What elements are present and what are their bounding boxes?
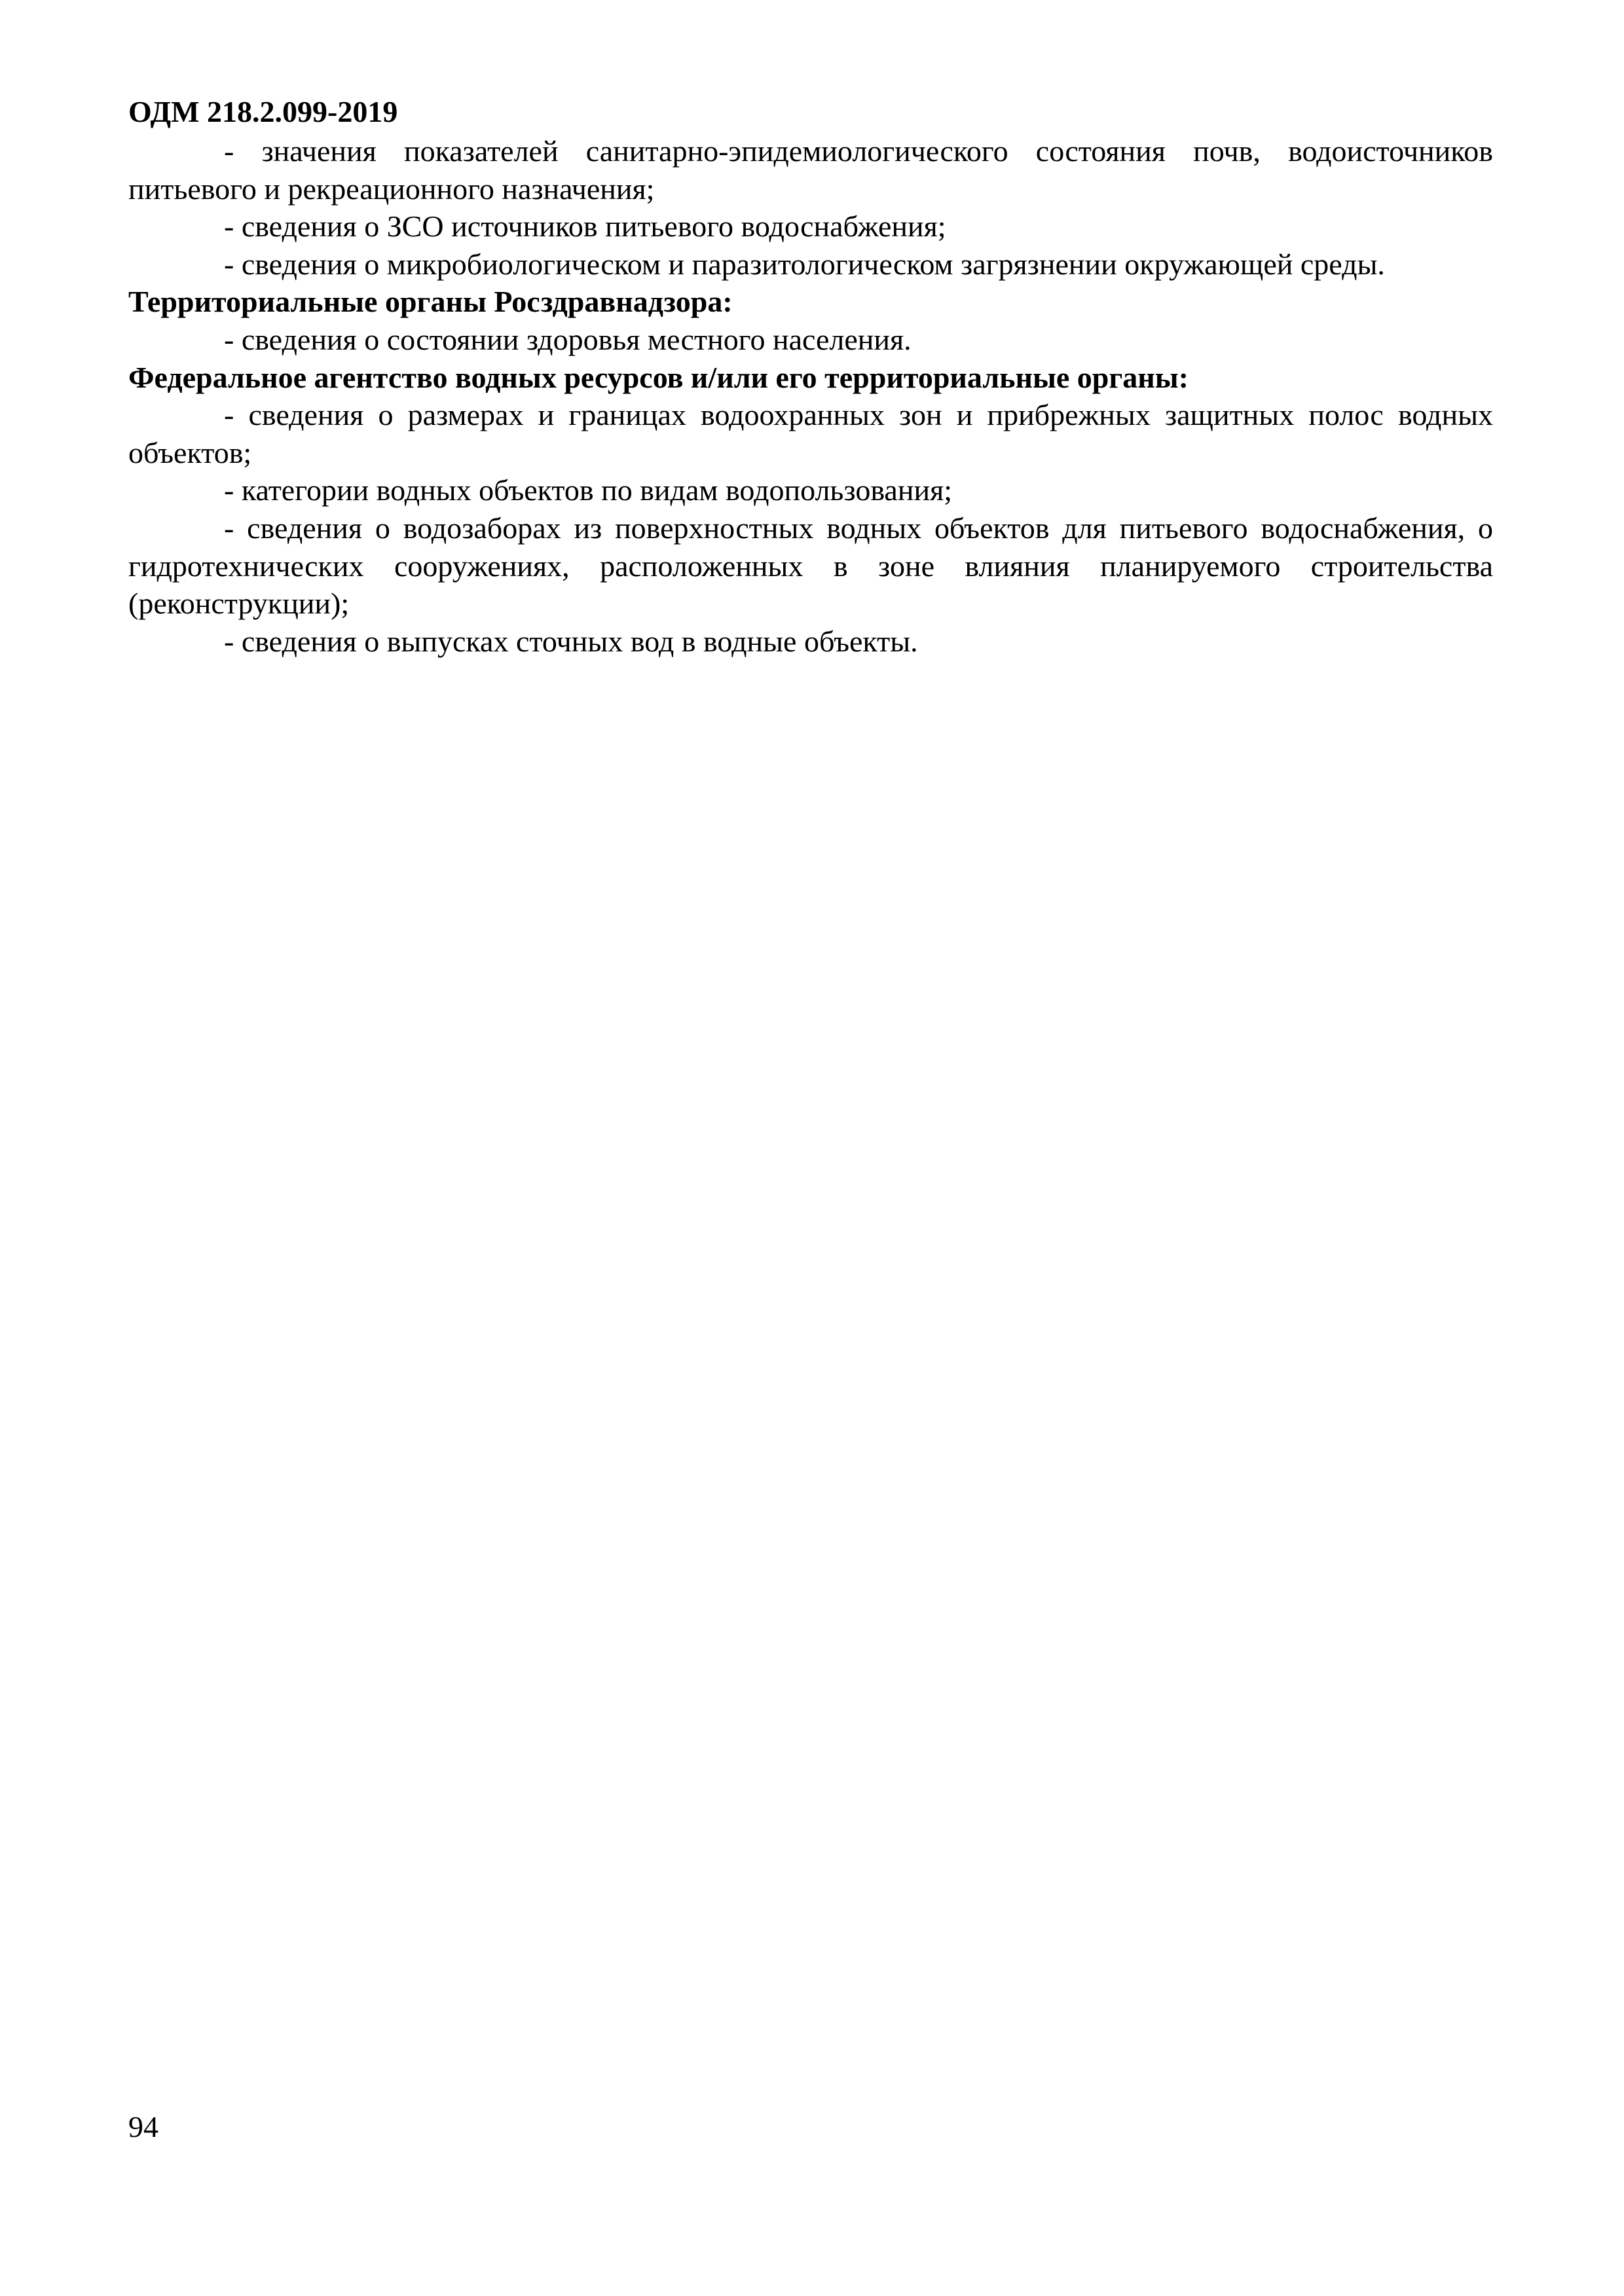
list-item: - значения показателей санитарно-эпидемиологического состояния почв, водоисточников питьевого и рекреационного назначения;	[128, 134, 1493, 206]
document-code-header: ОДМ 218.2.099-2019	[128, 95, 398, 128]
section-heading: Федеральное агентство водных ресурсов и/или его территориальные органы:	[128, 360, 1189, 394]
list-item: - сведения о размерах и границах водоохранных зон и прибрежных защитных полос водных объектов;	[128, 398, 1493, 469]
page-number: 94	[128, 2110, 158, 2143]
document-body	[128, 132, 1493, 660]
list-item: - сведения о микробиологическом и паразитологическом загрязнении окружающей среды.	[224, 247, 1385, 281]
list-item: - сведения о водозаборах из поверхностных водных объектов для питьевого водоснабжения, о гидротехнических сооружениях, расположенных в зоне влияния планируемого строительства (реконструкции);	[128, 511, 1493, 621]
section-heading: Территориальные органы Росздравнадзора:	[128, 285, 733, 319]
list-item: - сведения о ЗСО источников питьевого водоснабжения;	[224, 210, 946, 244]
list-item: - сведения о состоянии здоровья местного населения.	[224, 322, 912, 356]
list-item: - сведения о выпусках сточных вод в водные объекты.	[224, 624, 918, 658]
list-item: - категории водных объектов по видам водопользования;	[224, 473, 953, 507]
